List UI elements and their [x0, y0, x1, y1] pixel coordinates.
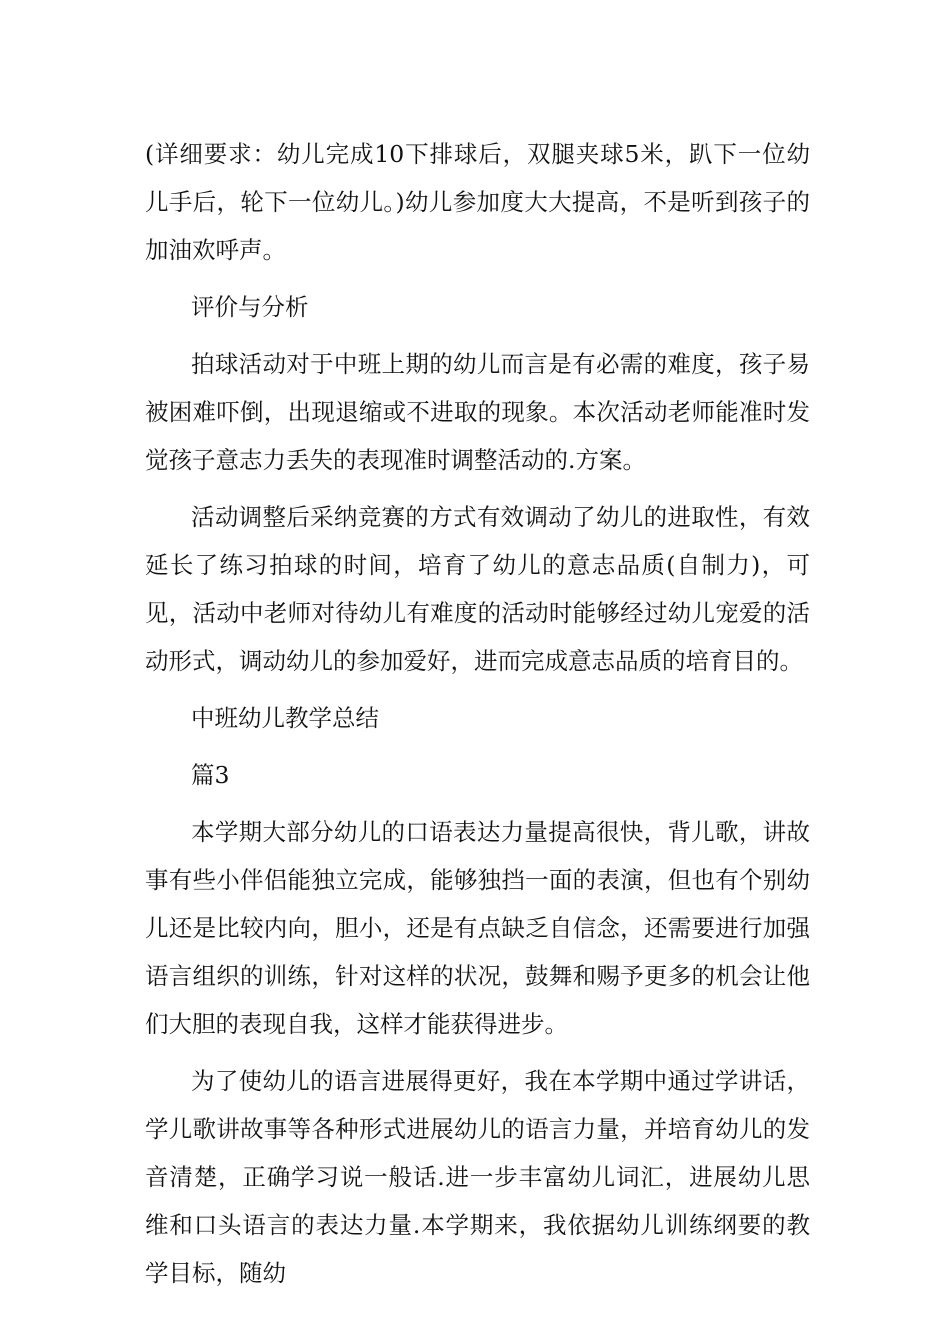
- section-label-part3: 篇3: [191, 761, 230, 789]
- paragraph-requirements: (详细要求：幼儿完成10下排球后，双腿夹球5米，趴下一位幼儿手后，轮下一位幼儿。)幼儿参加度大大提高，不是听到孩子的加油欢呼声。: [145, 140, 810, 264]
- section-heading-evaluation: 评价与分析: [191, 293, 309, 321]
- paragraph-analysis-2: 活动调整后采纳竞赛的方式有效调动了幼儿的进取性，有效延长了练习拍球的时间，培育了幼儿的意志品质(自制力)，可见，活动中老师对待幼儿有难度的活动时能够经过幼儿宠爱的活动形式，调动幼儿的参加爱好，进而完成意志品质的培育目的。: [145, 503, 810, 675]
- paragraph-oral-expression: 本学期大部分幼儿的口语表达力量提高很快，背儿歌，讲故事有些小伴侣能独立完成，能够独挡一面的表演，但也有个别幼儿还是比较内向，胆小，还是有点缺乏自信念，还需要进行加强语言组织的训练，针对这样的状况，鼓舞和赐予更多的机会让他们大胆的表现自我，这样才能获得进步。: [145, 818, 810, 1038]
- section-heading-summary: 中班幼儿教学总结: [191, 704, 379, 732]
- paragraph-language-development: 为了使幼儿的语言进展得更好，我在本学期中通过学讲话，学儿歌讲故事等各种形式进展幼儿的语言力量，并培育幼儿的发音清楚，正确学习说一般话.进一步丰富幼儿词汇，进展幼儿思维和口头语言的表达力量.本学期来，我依据幼儿训练纲要的教学目标，随幼: [145, 1067, 810, 1287]
- paragraph-analysis-1: 拍球活动对于中班上期的幼儿而言是有必需的难度，孩子易被困难吓倒，出现退缩或不进取的现象。本次活动老师能准时发觉孩子意志力丢失的表现准时调整活动的.方案。: [145, 350, 810, 474]
- document-body: [145, 130, 810, 1297]
